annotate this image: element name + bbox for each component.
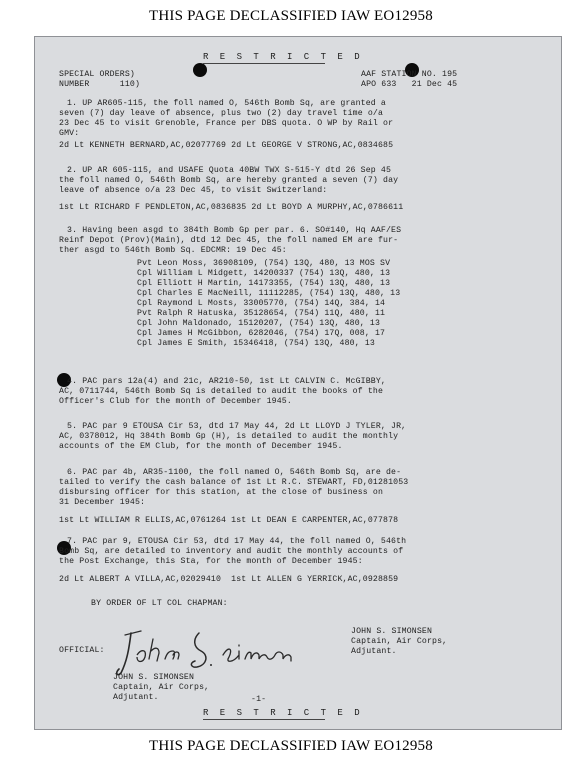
para-4-line-1: 4. PAC pars 12a(4) and 21c, AR210-50, 1st Lt CALVIN C. McGIBBY,	[67, 377, 386, 386]
em-list-item: Cpl William L Midgett, 14200337 (754) 13Q, 480, 13	[137, 269, 391, 278]
station-number: AAF STATION NO. 195	[361, 70, 458, 79]
classification-underline	[203, 63, 325, 64]
para-6-line-4: 31 December 1945:	[59, 498, 146, 507]
para-4-line-3: Officer's Club for the month of December 1945.	[59, 397, 292, 406]
signature-right-title: Adjutant.	[351, 647, 397, 656]
signature-right-name: JOHN S. SIMONSEN	[351, 627, 433, 636]
em-list-item: Cpl James E Smith, 15346418, (754) 13Q, 480, 13	[137, 339, 375, 348]
para-3-line-3: ther asgd to 546th Bomb Sq. EDCMR: 19 Dec 45:	[59, 246, 287, 255]
declassified-banner-bottom: THIS PAGE DECLASSIFIED IAW EO12958	[149, 738, 433, 754]
para-5-line-2: AC, 0378012, Hq 384th Bomb Gp (H), is detailed to audit the monthly	[59, 432, 399, 441]
em-list-item: Cpl John Maldonado, 15120207, (754) 13Q, 480, 13	[137, 319, 381, 328]
signature-left-rank: Captain, Air Corps,	[113, 683, 210, 692]
para-1-line-2: seven (7) day leave of absence, plus two (2) day travel time o/a	[59, 109, 384, 118]
para-2-line-1: 2. UP AR 605-115, and USAFE Quota 40BW TWX S-515-Y dtd 26 Sep 45	[67, 166, 392, 175]
para-6-line-2: tailed to verify the cash balance of 1st Lt R.C. STEWART, FD,01281053	[59, 478, 409, 487]
signature-right-rank: Captain, Air Corps,	[351, 637, 448, 646]
para-2-line-3: leave of absence o/a 23 Dec 45, to visit Switzerland:	[59, 186, 328, 195]
em-list-item: Cpl Raymond L Mosts, 33005770, (754) 14Q, 384, 14	[137, 299, 386, 308]
by-order-line: BY ORDER OF LT COL CHAPMAN:	[91, 599, 228, 608]
para-1-names: 2d Lt KENNETH BERNARD,AC,02077769 2d Lt GEORGE V STRONG,AC,0834685	[59, 141, 394, 150]
para-1-line-4: GMV:	[59, 129, 80, 138]
para-1-line-1: 1. UP AR605-115, the foll named O, 546th Bomb Sq, are granted a	[67, 99, 386, 108]
official-label: OFFICIAL:	[59, 646, 105, 655]
para-1-line-3: 23 Dec 45 to visit Grenoble, France per DBS quota. O WP by Rail or	[59, 119, 394, 128]
para-6-line-1: 6. PAC par 4b, AR35-1100, the foll named O, 546th Bomb Sq, are de-	[67, 468, 402, 477]
special-orders-number: NUMBER 110)	[59, 80, 141, 89]
para-7-line-2: Bomb Sq, are detailed to inventory and audit the monthly accounts of	[59, 547, 404, 556]
classification-header: R E S T R I C T E D	[203, 52, 363, 62]
para-2-line-2: the foll named O, 546th Bomb Sq, are hereby granted a seven (7) day	[59, 176, 399, 185]
para-7-line-1: 7. PAC par 9, ETOUSA Cir 53, dtd 17 May 44, the foll named O, 546th	[67, 537, 407, 546]
para-7-names: 2d Lt ALBERT A VILLA,AC,02029410 1st Lt ALLEN G YERRICK,AC,0928859	[59, 575, 399, 584]
em-list-item: Pvt Leon Moss, 36908109, (754) 13Q, 480, 13 MOS SV	[137, 259, 391, 268]
em-list-item: Cpl Charles E MacNeill, 11112285, (754) 13Q, 480, 13	[137, 289, 401, 298]
para-6-names: 1st Lt WILLIAM R ELLIS,AC,0761264 1st Lt DEAN E CARPENTER,AC,077878	[59, 516, 399, 525]
para-7-line-3: the Post Exchange, this Sta, for the month of December 1945:	[59, 557, 363, 566]
punch-hole	[193, 63, 207, 77]
para-4-line-2: AC, 0711744, 546th Bomb Sq is detailed to audit the books of the	[59, 387, 384, 396]
apo-date: APO 633 21 Dec 45	[361, 80, 458, 89]
page-number: -1-	[251, 695, 267, 704]
em-list-item: Cpl Elliott H Martin, 14173355, (754) 13Q, 480, 13	[137, 279, 391, 288]
document-page	[34, 36, 562, 730]
special-orders-label: SPECIAL ORDERS)	[59, 70, 135, 79]
para-5-line-1: 5. PAC par 9 ETOUSA Cir 53, dtd 17 May 44, 2d Lt LLOYD J TYLER, JR,	[67, 422, 407, 431]
classification-footer-underline	[203, 719, 325, 720]
para-5-line-3: accounts of the EM Club, for the month of December 1945.	[59, 442, 343, 451]
em-list-item: Pvt Ralph R Hatuska, 35128654, (754) 11Q, 480, 11	[137, 309, 386, 318]
signature-left-title: Adjutant.	[113, 693, 159, 702]
signature-left-name: JOHN S. SIMONSEN	[113, 673, 195, 682]
para-6-line-3: disbursing officer for this station, at the close of business on	[59, 488, 384, 497]
declassified-banner-top: THIS PAGE DECLASSIFIED IAW EO12958	[149, 8, 433, 24]
em-list-item: Cpl James H McGibbon, 6282046, (754) 17Q, 008, 17	[137, 329, 386, 338]
para-3-line-2: Reinf Depot (Prov)(Main), dtd 12 Dec 45, the foll named EM are fur-	[59, 236, 399, 245]
para-2-names: 1st Lt RICHARD F PENDLETON,AC,0836835 2d Lt BOYD A MURPHY,AC,0786611	[59, 203, 404, 212]
classification-footer: R E S T R I C T E D	[203, 708, 363, 718]
para-3-line-1: 3. Having been asgd to 384th Bomb Gp per par. 6. SO#140, Hq AAF/ES	[67, 226, 402, 235]
